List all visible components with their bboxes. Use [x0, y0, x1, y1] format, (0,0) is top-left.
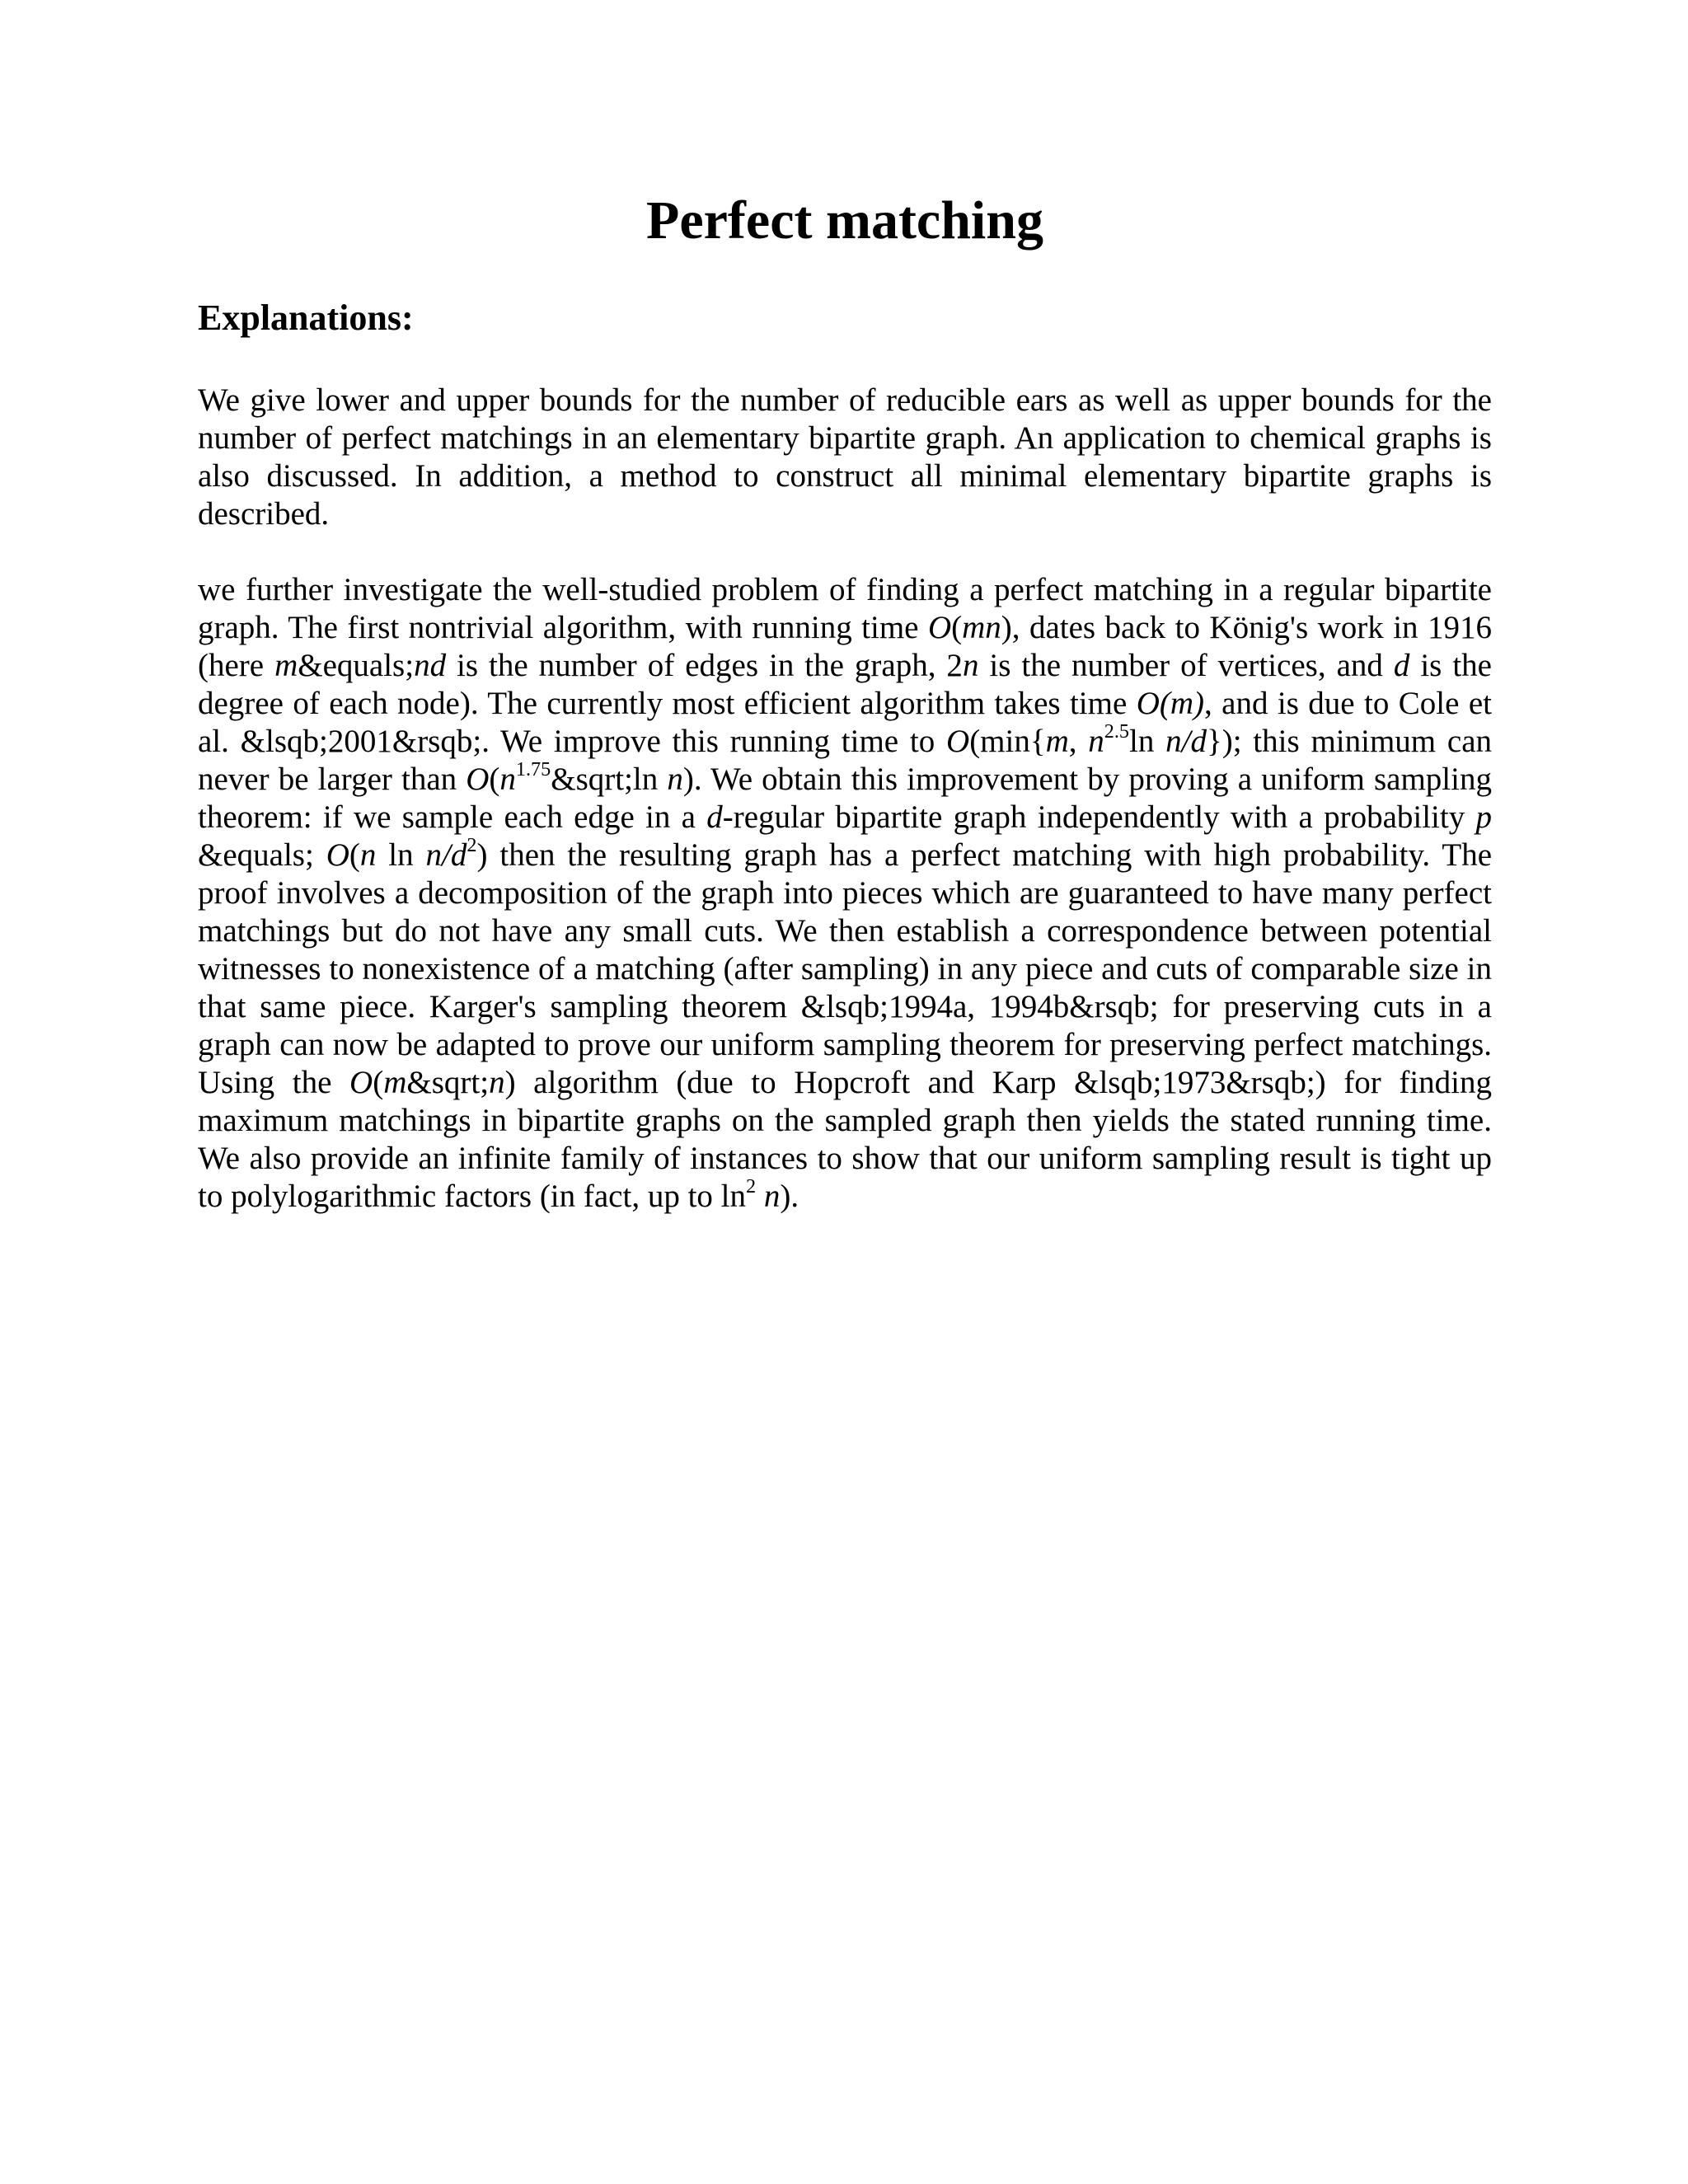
p2-math: O — [326, 837, 349, 873]
p2-text: is the number of edges in the graph, 2 — [446, 648, 963, 683]
p2-math: n — [425, 837, 443, 873]
paragraph-2 — [198, 571, 1492, 1216]
p2-text: ( — [489, 762, 500, 797]
p2-math: O — [466, 762, 490, 797]
p2-text: ). We obtain this improvement by proving a uniform sampling theorem: if we sample each edge in a — [198, 762, 1492, 835]
p2-text: ( — [349, 837, 360, 873]
p2-math: n — [489, 1065, 505, 1100]
paragraph-1: We give lower and upper bounds for the number of reducible ears as well as upper bounds for the number of perfect matchings in an elementary bipartite graph. An application to chemical graphs is also discussed. In addition, a method to construct all minimal elementary bipartite graphs is described. — [198, 382, 1492, 532]
section-heading: Explanations: — [198, 298, 414, 338]
p2-text: &equals; — [198, 837, 326, 873]
p2-text: , and is due to Cole et al. &lsqb;2001&rsqb;. We improve this running time to — [198, 686, 1492, 759]
p2-text: is the degree of each node). The currently most efficient algorithm takes time — [198, 648, 1492, 721]
p2-text: ( — [951, 610, 963, 645]
p2-math: / — [442, 837, 451, 873]
p2-text: }); this minimum can never be larger than — [198, 724, 1493, 797]
p2-math: d — [450, 837, 467, 873]
p2-math: n — [1088, 724, 1104, 759]
p2-math: / — [1181, 724, 1191, 759]
p2-text: ) then the resulting graph has a perfect matching with high probability. The proof involves a decomposition of the graph into pieces which are guaranteed to have many perfect matchings but do not have any small cuts. We then establish a correspondence between potential witnesses to nonexistence of a matching (after sampling) in any piece and cuts of comparable size in that same piece. Karger's sampling theorem &lsqb;1994a, 1994b&rsqb; for preserving cuts in a graph can now be adapted to prove our uniform sampling theorem for preserving perfect matchings. Using the — [198, 837, 1492, 1100]
p2-math: O — [946, 724, 970, 759]
p2-text: -regular bipartite graph independently with a probability — [722, 799, 1476, 835]
p2-math: nd — [414, 648, 447, 683]
p2-math: n — [499, 762, 516, 797]
p2-math: n — [763, 1179, 781, 1214]
p2-math: mn — [962, 610, 1001, 645]
p2-text: &sqrt;ln — [551, 762, 668, 797]
p2-math: d — [706, 799, 723, 835]
p2-text: ( — [373, 1065, 384, 1100]
p2-text: ), dates back to König's work in 1916 (here — [198, 610, 1492, 683]
p2-math: O — [927, 610, 952, 645]
p2-text — [756, 1179, 764, 1214]
p2-math: n — [1165, 724, 1182, 759]
p2-math: O(m) — [1136, 686, 1205, 721]
p2-text: , — [1068, 724, 1089, 759]
p2-text: ln — [376, 837, 426, 873]
p2-superscript: 1.75 — [515, 758, 551, 781]
p2-text: we further investigate the well-studied problem of finding a perfect matching in a regular bipartite graph. The first nontrivial algorithm, with running time — [198, 572, 1492, 645]
p2-text: is the number of vertices, and — [978, 648, 1394, 683]
p2-text: &sqrt; — [406, 1065, 490, 1100]
p2-math: n — [667, 762, 683, 797]
p2-text: ). — [780, 1179, 799, 1214]
p2-math: n — [359, 837, 377, 873]
p2-math: m — [1045, 724, 1069, 759]
p2-math: m — [383, 1065, 407, 1100]
p2-superscript: 2 — [746, 1175, 757, 1198]
p2-math: d — [1190, 724, 1207, 759]
p2-math: d — [1393, 648, 1410, 683]
p2-math: n — [962, 648, 979, 683]
p2-math: m — [274, 648, 298, 683]
p2-text: (min{ — [969, 724, 1046, 759]
p2-text: ln — [1129, 724, 1166, 759]
p2-text: &equals; — [298, 648, 415, 683]
p2-math: O — [349, 1065, 373, 1100]
p2-superscript: 2 — [467, 834, 477, 857]
p2-text: ) algorithm (due to Hopcroft and Karp &lsqb;1973&rsqb;) for finding maximum matchings in bipartite graphs on the sampled graph then yields the stated running time. We also provide an infinite family of instances to show that our uniform sampling result is tight up to polylogarithmic factors (in fact, up to ln — [198, 1065, 1492, 1214]
page-title: Perfect matching — [646, 190, 1043, 251]
p2-superscript: 2.5 — [1104, 720, 1130, 743]
p2-math: p — [1475, 799, 1493, 835]
